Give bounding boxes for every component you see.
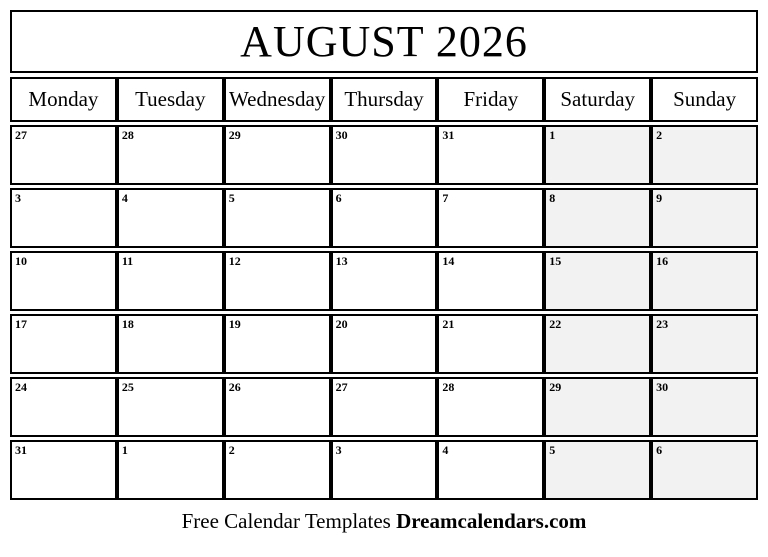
day-cell xyxy=(331,377,438,437)
weekday-header-tuesday: Tuesday xyxy=(117,77,224,122)
weekday-header-friday: Friday xyxy=(437,77,544,122)
day-cell xyxy=(651,251,758,311)
day-cell xyxy=(544,251,651,311)
day-number: 28 xyxy=(121,128,134,142)
day-cell xyxy=(224,440,331,500)
day-number: 11 xyxy=(121,254,134,268)
weekday-header-monday: Monday xyxy=(10,77,117,122)
day-number: 30 xyxy=(335,128,348,142)
day-number: 10 xyxy=(15,254,27,268)
day-number: 6 xyxy=(335,191,342,205)
calendar-title: AUGUST 2026 xyxy=(240,17,528,66)
day-number: 18 xyxy=(121,317,134,331)
day-number: 31 xyxy=(442,128,455,142)
day-number: 25 xyxy=(121,380,134,394)
footer xyxy=(10,509,758,534)
footer-text: Free Calendar Templates xyxy=(181,509,391,533)
day-cell xyxy=(117,314,224,374)
day-number: 7 xyxy=(442,191,449,205)
footer-site-name: Dreamcalendars.com xyxy=(396,509,587,533)
day-cell xyxy=(117,377,224,437)
day-cell xyxy=(544,125,651,185)
day-number: 3 xyxy=(15,191,21,205)
day-number: 23 xyxy=(656,317,669,331)
day-cell xyxy=(10,251,117,311)
day-number: 24 xyxy=(15,380,27,394)
day-number: 28 xyxy=(442,380,455,394)
day-cell xyxy=(437,125,544,185)
day-number: 3 xyxy=(335,443,342,457)
day-cell xyxy=(224,251,331,311)
day-number: 9 xyxy=(656,191,663,205)
day-number: 15 xyxy=(549,254,562,268)
day-number: 5 xyxy=(228,191,235,205)
day-number: 21 xyxy=(442,317,455,331)
day-number: 31 xyxy=(15,443,27,457)
weekday-header-row xyxy=(10,77,758,122)
day-cell xyxy=(651,188,758,248)
day-cell xyxy=(10,188,117,248)
day-number: 26 xyxy=(228,380,241,394)
weekday-header-thursday: Thursday xyxy=(331,77,438,122)
day-cell xyxy=(437,377,544,437)
day-cell xyxy=(331,188,438,248)
day-cell xyxy=(117,251,224,311)
day-cell xyxy=(651,440,758,500)
day-cell xyxy=(544,188,651,248)
day-cell xyxy=(331,314,438,374)
day-cell xyxy=(544,377,651,437)
day-number: 16 xyxy=(656,254,669,268)
day-cell xyxy=(651,125,758,185)
weekday-header-wednesday: Wednesday xyxy=(224,77,331,122)
day-number: 22 xyxy=(549,317,562,331)
day-cell xyxy=(10,440,117,500)
day-number: 27 xyxy=(335,380,348,394)
day-cell xyxy=(224,314,331,374)
day-number: 19 xyxy=(228,317,241,331)
day-cell xyxy=(117,125,224,185)
day-number: 5 xyxy=(549,443,556,457)
day-number: 6 xyxy=(656,443,663,457)
day-cell xyxy=(10,377,117,437)
weekday-header-saturday: Saturday xyxy=(544,77,651,122)
day-number: 30 xyxy=(656,380,669,394)
day-number: 2 xyxy=(656,128,663,142)
calendar-title-box xyxy=(10,10,758,73)
day-cell xyxy=(437,188,544,248)
day-cell xyxy=(331,251,438,311)
day-cell xyxy=(117,440,224,500)
day-cell xyxy=(224,377,331,437)
day-number: 1 xyxy=(549,128,556,142)
day-number: 29 xyxy=(549,380,562,394)
day-cell xyxy=(224,188,331,248)
calendar-grid xyxy=(10,125,758,500)
day-cell xyxy=(437,314,544,374)
day-number: 12 xyxy=(228,254,241,268)
day-number: 17 xyxy=(15,317,27,331)
day-cell xyxy=(224,125,331,185)
day-number: 4 xyxy=(121,191,128,205)
day-cell xyxy=(544,440,651,500)
day-cell xyxy=(437,251,544,311)
day-number: 8 xyxy=(549,191,556,205)
day-cell xyxy=(331,440,438,500)
day-cell xyxy=(10,125,117,185)
day-number: 4 xyxy=(442,443,449,457)
day-number: 14 xyxy=(442,254,455,268)
day-number: 13 xyxy=(335,254,348,268)
calendar xyxy=(10,10,758,534)
day-number: 2 xyxy=(228,443,235,457)
day-number: 27 xyxy=(15,128,27,142)
day-number: 20 xyxy=(335,317,348,331)
day-cell xyxy=(651,314,758,374)
day-cell xyxy=(10,314,117,374)
day-number: 29 xyxy=(228,128,241,142)
day-number: 1 xyxy=(121,443,128,457)
day-cell xyxy=(437,440,544,500)
day-cell xyxy=(651,377,758,437)
weekday-header-sunday: Sunday xyxy=(651,77,758,122)
day-cell xyxy=(331,125,438,185)
day-cell xyxy=(544,314,651,374)
day-cell xyxy=(117,188,224,248)
